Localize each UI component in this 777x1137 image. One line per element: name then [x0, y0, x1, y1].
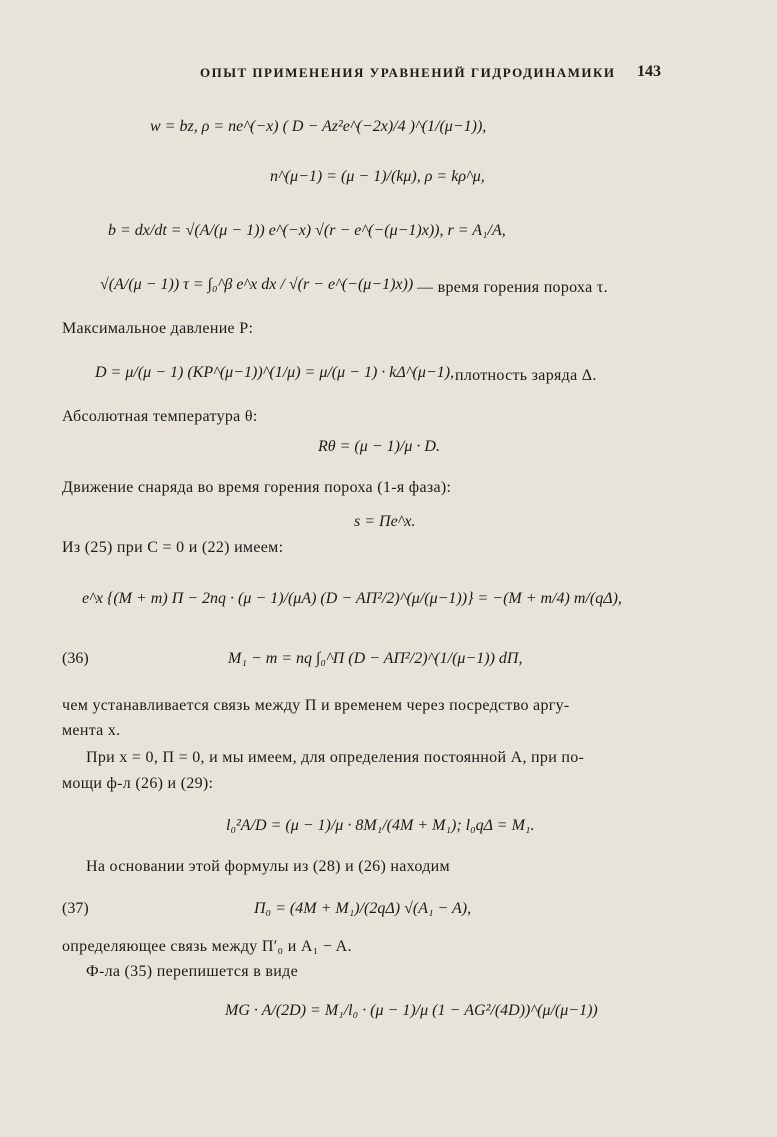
- formula-36: M₁ − m = nq ∫₀^П (D − AП²/2)^(1/(μ−1)) dП,: [228, 650, 523, 667]
- paragraph-link-2: мента x.: [62, 722, 121, 739]
- paragraph-max-pressure: Максимальное давление P:: [62, 320, 254, 337]
- paragraph-from-25: Из (25) при C = 0 и (22) имеем:: [62, 539, 284, 556]
- formula-d: D = μ/(μ − 1) (KP^(μ−1))^(1/μ) = μ/(μ − 1) · kΔ^(μ−1),: [95, 364, 455, 381]
- running-header: ОПЫТ ПРИМЕНЕНИЯ УРАВНЕНИЙ ГИДРОДИНАМИКИ: [200, 65, 616, 80]
- equation-number-36: (36): [62, 650, 89, 667]
- formula-37: П₀ = (4M + M₁)/(2qΔ) √(A₁ − A),: [254, 900, 472, 917]
- formula-mg: MG · A/(2D) = M₁/l₀ · (μ − 1)/μ (1 − AG²/(4D))^(μ/(μ−1)): [225, 1002, 598, 1019]
- paragraph-temperature: Абсолютная температура θ:: [62, 408, 258, 425]
- tau-caption: — время горения пороха τ.: [417, 279, 608, 296]
- equation-number-37: (37): [62, 900, 89, 917]
- paragraph-on-basis: На основании этой формулы из (28) и (26) находим: [86, 858, 450, 875]
- formula-ex: e^x {(M + m) П − 2nq · (μ − 1)/(μA) (D − AП²/2)^(μ/(μ−1))} = −(M + m/4) m/(qΔ),: [82, 590, 622, 607]
- density-caption: плотность заряда Δ.: [455, 367, 597, 384]
- paragraph-defining: определяющее связь между П′₀ и A₁ − A.: [62, 938, 352, 955]
- paragraph-link-1: чем устанавливается связь между П и временем через посредство аргу-: [62, 697, 570, 714]
- formula-b: b = dx/dt = √(A/(μ − 1)) e^(−x) √(r − e^(−(μ−1)x)), r = A₁/A,: [108, 222, 506, 239]
- formula-n-rho: n^(μ−1) = (μ − 1)/(kμ), ρ = kρ^μ,: [270, 168, 485, 185]
- page-number: 143: [637, 63, 661, 80]
- formula-s: s = Пe^x.: [354, 513, 416, 530]
- formula-r-theta: Rθ = (μ − 1)/μ · D.: [318, 438, 440, 455]
- paragraph-x0-2: мощи ф-л (26) и (29):: [62, 775, 214, 792]
- formula-tau: √(A/(μ − 1)) τ = ∫₀^β e^x dx / √(r − e^(−(μ−1)x)): [100, 276, 414, 293]
- paragraph-x0-1: При x = 0, П = 0, и мы имеем, для определения постоянной A, при по-: [86, 749, 585, 766]
- formula-l0-a: l₀²A/D = (μ − 1)/μ · 8M₁/(4M + M₁); l₀qΔ = M₁.: [226, 817, 535, 834]
- paragraph-formula-35: Ф-ла (35) перепишется в виде: [86, 963, 298, 980]
- paragraph-projectile: Движение снаряда во время горения пороха (1-я фаза):: [62, 479, 452, 496]
- formula-w-rho: w = bz, ρ = ne^(−x) ( D − Az²e^(−2x)/4 )^(1/(μ−1)),: [150, 118, 487, 135]
